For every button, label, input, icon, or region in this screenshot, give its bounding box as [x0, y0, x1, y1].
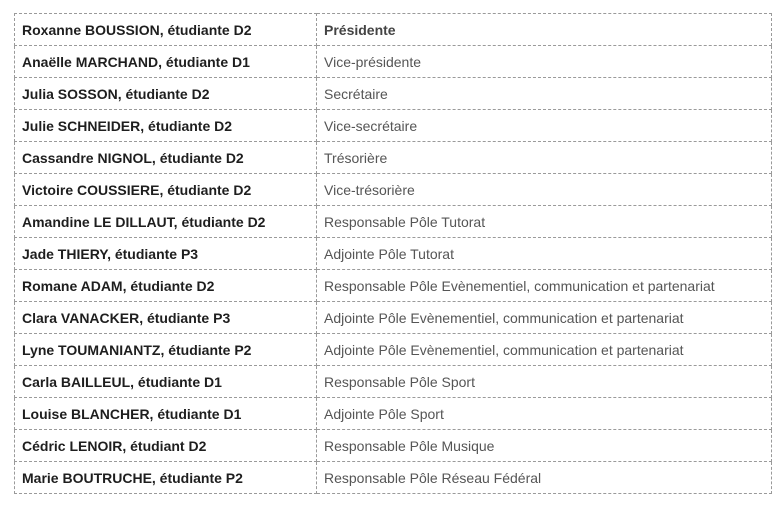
member-name: Romane ADAM, étudiante D2	[15, 270, 317, 302]
table-row	[15, 398, 772, 430]
table-row	[15, 110, 772, 142]
board-members-body	[15, 14, 772, 494]
table-row	[15, 174, 772, 206]
table-row	[15, 430, 772, 462]
table-row	[15, 142, 772, 174]
member-name: Carla BAILLEUL, étudiante D1	[15, 366, 317, 398]
member-name: Clara VANACKER, étudiante P3	[15, 302, 317, 334]
member-role: Vice-présidente	[317, 46, 772, 78]
board-members-table	[14, 13, 772, 494]
table-row	[15, 78, 772, 110]
table-row	[15, 206, 772, 238]
member-name: Lyne TOUMANIANTZ, étudiante P2	[15, 334, 317, 366]
table-row	[15, 238, 772, 270]
member-role: Adjointe Pôle Tutorat	[317, 238, 772, 270]
member-role: Responsable Pôle Musique	[317, 430, 772, 462]
member-name: Amandine LE DILLAUT, étudiante D2	[15, 206, 317, 238]
member-role: Adjointe Pôle Evènementiel, communication et partenariat	[317, 334, 772, 366]
member-role: Présidente	[317, 14, 772, 46]
member-role: Trésorière	[317, 142, 772, 174]
member-name: Jade THIERY, étudiante P3	[15, 238, 317, 270]
member-name: Louise BLANCHER, étudiante D1	[15, 398, 317, 430]
member-role: Adjointe Pôle Evènementiel, communication et partenariat	[317, 302, 772, 334]
table-row	[15, 334, 772, 366]
table-row	[15, 46, 772, 78]
member-role: Responsable Pôle Tutorat	[317, 206, 772, 238]
member-role: Responsable Pôle Réseau Fédéral	[317, 462, 772, 494]
member-name: Marie BOUTRUCHE, étudiante P2	[15, 462, 317, 494]
member-role: Adjointe Pôle Sport	[317, 398, 772, 430]
table-row	[15, 302, 772, 334]
member-name: Cassandre NIGNOL, étudiante D2	[15, 142, 317, 174]
member-role: Secrétaire	[317, 78, 772, 110]
member-name: Cédric LENOIR, étudiant D2	[15, 430, 317, 462]
member-name: Roxanne BOUSSION, étudiante D2	[15, 14, 317, 46]
table-row	[15, 462, 772, 494]
member-role: Responsable Pôle Evènementiel, communication et partenariat	[317, 270, 772, 302]
member-role: Vice-trésorière	[317, 174, 772, 206]
member-name: Julia SOSSON, étudiante D2	[15, 78, 317, 110]
member-name: Victoire COUSSIERE, étudiante D2	[15, 174, 317, 206]
table-row	[15, 14, 772, 46]
table-row	[15, 366, 772, 398]
table-row	[15, 270, 772, 302]
member-role: Responsable Pôle Sport	[317, 366, 772, 398]
member-name: Anaëlle MARCHAND, étudiante D1	[15, 46, 317, 78]
member-role: Vice-secrétaire	[317, 110, 772, 142]
member-name: Julie SCHNEIDER, étudiante D2	[15, 110, 317, 142]
